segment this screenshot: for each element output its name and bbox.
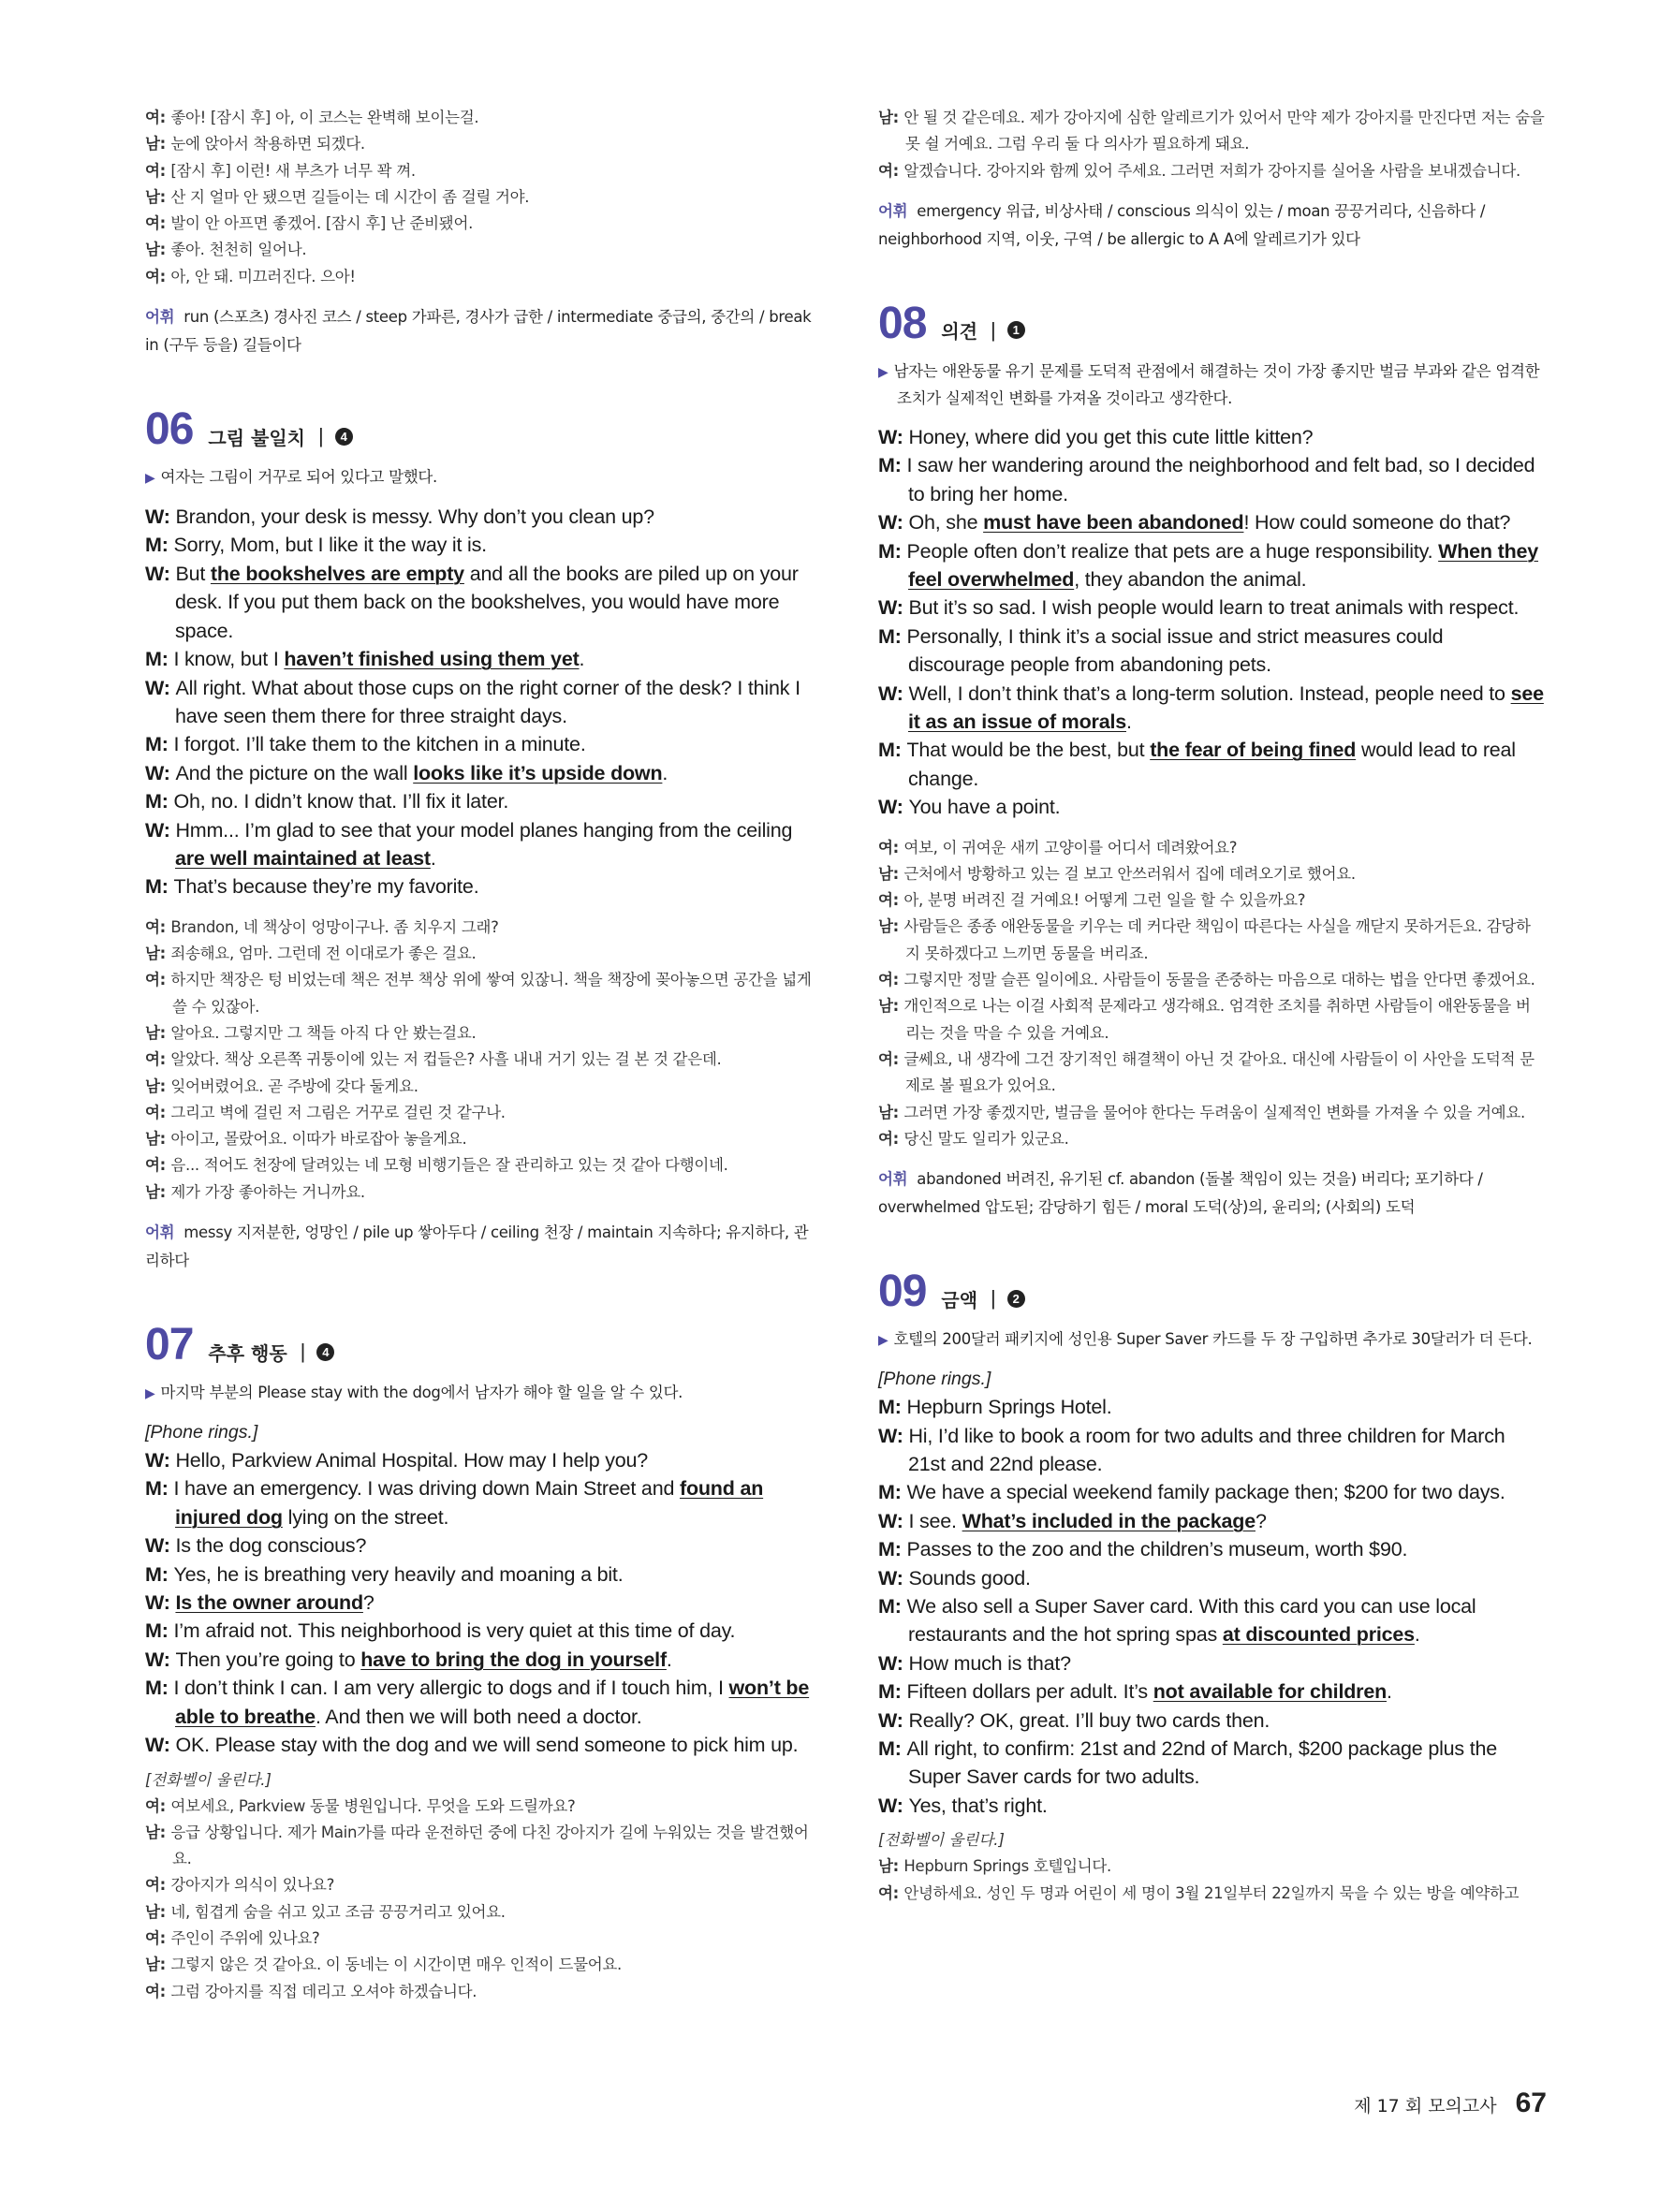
speaker-label: M:	[878, 624, 907, 648]
dialogue-line	[878, 1735, 1545, 1792]
korean-line	[145, 1979, 812, 2005]
speaker-label: M:	[878, 1594, 907, 1618]
speaker-label: 남:	[145, 1182, 171, 1201]
line-text: How much is that?	[908, 1651, 1071, 1675]
dialogue-line	[878, 1507, 1545, 1535]
dialogue-line	[145, 560, 812, 645]
dialogue-line	[878, 537, 1545, 594]
korean-line	[145, 1152, 812, 1179]
speaker-label: W:	[878, 511, 909, 535]
dialogue-line	[145, 816, 812, 873]
line-text: All right. What about those cups on the right corner of the desk? I think I have seen them there for three straight days.	[175, 676, 800, 727]
separator: |	[991, 317, 996, 342]
line-text: OK. Please stay with the dog and we will send someone to pick him up.	[175, 1734, 799, 1757]
korean-line	[878, 861, 1545, 887]
korean-line	[878, 914, 1545, 967]
speaker-label: 남:	[145, 1902, 171, 1921]
korean-line	[878, 105, 1545, 158]
line-text: We have a special weekend family package then; $200 for two days.	[906, 1481, 1505, 1504]
dialogue-line	[145, 787, 812, 815]
speaker-label: W:	[878, 796, 909, 819]
left-column	[145, 105, 812, 2005]
q07-tip: ▶ 마지막 부분의 Please stay with the dog에서 남자가 해야 할 일을 알 수 있다.	[145, 1384, 683, 1402]
question-number: 06	[145, 404, 194, 455]
line-text: Hi, I’d like to book a room for two adults and three children for March 21st and 22nd please.	[908, 1424, 1505, 1475]
line-text: Fifteen dollars per adult. It’s not available for children.	[906, 1680, 1392, 1704]
dialogue-line	[878, 1393, 1545, 1421]
line-text: That’s because they’re my favorite.	[173, 875, 479, 899]
speaker-label: 남:	[145, 945, 171, 963]
line-text: 좋아! [잠시 후] 아, 이 코스는 완벽해 보이는걸.	[170, 109, 479, 126]
korean-line	[145, 237, 812, 263]
dialogue-line	[878, 1677, 1545, 1706]
dialogue-line	[145, 1674, 812, 1731]
line-text: 산 지 얼마 안 됐으면 길들이는 데 시간이 좀 걸릴 거야.	[170, 187, 530, 206]
korean-line	[878, 1853, 1545, 1880]
dialogue-line	[145, 1646, 812, 1674]
line-text: But it’s so sad. I wish people would learn to treat animals with respect.	[908, 596, 1520, 620]
question-type: 추후 행동	[208, 1341, 287, 1365]
korean-line	[145, 158, 812, 184]
line-text: I’m afraid not. This neighborhood is very quiet at this time of day.	[173, 1619, 736, 1643]
q05-korean	[145, 105, 812, 290]
speaker-label: 여:	[145, 1796, 171, 1815]
speaker-label: M:	[878, 454, 907, 477]
triangle-arrow-icon: ▶	[878, 364, 888, 380]
korean-line	[145, 184, 812, 211]
speaker-label: 여:	[145, 267, 171, 286]
triangle-arrow-icon: ▶	[145, 471, 155, 487]
line-text: 그리고 벽에 걸린 저 그림은 거꾸로 걸린 것 같구나.	[170, 1103, 506, 1121]
dialogue-line	[145, 645, 812, 673]
dialogue-line	[878, 736, 1545, 793]
speaker-label: W:	[878, 681, 909, 705]
speaker-label: M:	[878, 1737, 907, 1761]
speaker-label: W:	[145, 505, 176, 529]
speaker-label: 여:	[145, 1156, 171, 1175]
speaker-label: 여:	[878, 1883, 904, 1902]
line-text: 하지만 책장은 텅 비었는데 책은 전부 책상 위에 쌓여 있잖니. 책을 책장에 꽂아놓으면 공간을 넓게 쓸 수 있잖아.	[170, 971, 812, 1016]
line-text: 제가 가장 좋아하는 거니까요.	[170, 1182, 365, 1201]
korean-line	[145, 264, 812, 290]
line-text: I don’t think I can. I am very allergic to dogs and if I touch him, I won’t be able to breathe. And then we will both need a doctor.	[173, 1677, 810, 1728]
q06-korean	[145, 915, 812, 1206]
q07-dialogue	[145, 1446, 812, 1759]
line-text: 글쎄요, 내 생각에 그건 장기적인 해결책이 아닌 것 같아요. 대신에 사람들이 이 사안을 도덕적 문제로 볼 필요가 있어요.	[903, 1049, 1534, 1095]
dialogue-line	[145, 674, 812, 731]
speaker-label: 남:	[878, 997, 904, 1016]
line-text: 아, 안 돼. 미끄러진다. 으아!	[170, 267, 356, 286]
q09-dialogue	[878, 1393, 1545, 1820]
line-text: Brandon, your desk is messy. Why don’t you clean up?	[175, 505, 654, 529]
speaker-label: M:	[878, 1538, 907, 1561]
dialogue-line	[878, 1535, 1545, 1563]
exam-title: 제 17 회 모의고사	[1354, 2096, 1497, 2117]
line-text: 근처에서 방황하고 있는 걸 보고 안쓰러워서 집에 데려오기로 했어요.	[903, 864, 1356, 883]
dialogue-line	[145, 503, 812, 531]
line-text: Personally, I think it’s a social issue and strict measures could discourage people from abandoning pets.	[906, 624, 1444, 677]
dialogue-line	[878, 593, 1545, 622]
dialogue-line	[145, 1474, 812, 1531]
q06-dialogue	[145, 503, 812, 901]
speaker-label: W:	[145, 761, 176, 784]
korean-line	[878, 967, 1545, 993]
q09-korean-stage: [전화벨이 울린다.]	[878, 1831, 1005, 1850]
line-text: 아이고, 몰랐어요. 이따가 바로잡아 놓을게요.	[170, 1130, 467, 1149]
line-text: 아, 분명 버려진 걸 거예요! 어떻게 그런 일을 할 수 있을까요?	[903, 891, 1306, 910]
line-text: Yes, he is breathing very heavily and moaning a bit.	[173, 1562, 624, 1586]
korean-line	[145, 1047, 812, 1073]
answer-circle-icon: 4	[335, 428, 353, 446]
speaker-label: W:	[145, 818, 176, 842]
speaker-label: M:	[145, 1477, 174, 1501]
korean-line	[878, 158, 1545, 184]
dialogue-line	[878, 451, 1545, 508]
speaker-label: 여:	[145, 161, 171, 180]
line-text: 그러면 가장 좋겠지만, 벌금을 물어야 한다는 두려움이 실제적인 변화를 가져올 수 있을 거예요.	[903, 1103, 1525, 1121]
line-text: [잠시 후] 이런! 새 부츠가 너무 꽉 껴.	[170, 161, 416, 180]
speaker-label: 남:	[878, 917, 904, 936]
speaker-label: W:	[878, 425, 909, 448]
triangle-arrow-icon: ▶	[145, 1386, 155, 1402]
korean-line	[145, 941, 812, 967]
line-text: All right, to confirm: 21st and 22nd of March, $200 package plus the Super Saver cards for two adults.	[906, 1737, 1498, 1789]
line-text: 안녕하세요. 성인 두 명과 어린이 세 명이 3월 21일부터 22일까지 묵을 수 있는 방을 예약하고	[903, 1883, 1520, 1902]
speaker-label: W:	[145, 562, 176, 585]
line-text: 강아지가 의식이 있나요?	[170, 1876, 335, 1895]
dialogue-line	[878, 623, 1545, 680]
dialogue-line	[145, 1731, 812, 1759]
q08-dialogue	[878, 423, 1545, 822]
korean-line	[145, 1820, 812, 1873]
speaker-label: 여:	[878, 1049, 904, 1068]
dialogue-line	[145, 1589, 812, 1617]
q09-korean	[878, 1853, 1545, 1907]
speaker-label: W:	[878, 1566, 909, 1589]
speaker-label: 여:	[145, 1876, 171, 1895]
line-text: 여보세요, Parkview 동물 병원입니다. 무엇을 도와 드릴까요?	[170, 1796, 576, 1815]
dialogue-line	[145, 759, 812, 787]
q05-vocab: 어휘 run (스포츠) 경사진 코스 / steep 가파른, 경사가 급한 / intermediate 중급의, 중간의 / break in (구두 등을) 길들이다	[145, 308, 812, 355]
dialogue-line	[878, 1422, 1545, 1479]
q09-tip: ▶ 호텔의 200달러 패키지에 성인용 Super Saver 카드를 두 장 구입하면 추가로 30달러가 더 든다.	[878, 1330, 1533, 1349]
q07-korean-cont	[878, 105, 1545, 184]
korean-line	[145, 1899, 812, 1926]
line-text: 네, 힘겹게 숨을 쉬고 있고 조금 끙끙거리고 있어요.	[170, 1902, 506, 1921]
line-text: 응급 상황입니다. 제가 Main가를 따라 운전하던 중에 다친 강아지가 길에 누워있는 것을 발견했어요.	[170, 1823, 809, 1868]
speaker-label: 남:	[878, 1103, 904, 1121]
line-text: Brandon, 네 책상이 엉망이구나. 좀 치우지 그래?	[170, 917, 499, 936]
line-text: 잊어버렸어요. 곧 주방에 갖다 둘게요.	[170, 1077, 418, 1095]
speaker-label: 여:	[145, 971, 171, 989]
question-type: 의견	[941, 320, 978, 344]
speaker-label: 남:	[878, 1857, 904, 1876]
dialogue-line	[878, 680, 1545, 737]
q06-header	[145, 401, 812, 459]
q07-stage-direction: [Phone rings.]	[145, 1422, 258, 1443]
korean-line	[145, 1126, 812, 1152]
line-text: I know, but I haven’t finished using them yet.	[173, 648, 585, 671]
separator: |	[317, 424, 324, 448]
speaker-label: M:	[878, 739, 907, 762]
question-number: 09	[878, 1267, 927, 1317]
speaker-label: W:	[878, 1708, 909, 1732]
speaker-label: 여:	[145, 1050, 171, 1069]
speaker-label: M:	[145, 648, 174, 671]
line-text: We also sell a Super Saver card. With this card you can use local restaurants and the hot spring spas at discounted prices.	[906, 1594, 1476, 1647]
speaker-label: 남:	[145, 1956, 171, 1974]
dialogue-line	[878, 1707, 1545, 1735]
speaker-label: W:	[145, 1734, 176, 1757]
speaker-label: M:	[878, 1481, 907, 1504]
line-text: Oh, she must have been abandoned! How could someone do that?	[908, 511, 1511, 535]
line-text: But the bookshelves are empty and all the books are piled up on your desk. If you put them back on the bookshelves, you would have more space.	[175, 562, 799, 642]
korean-line	[145, 1179, 812, 1206]
korean-line	[878, 1126, 1545, 1152]
dialogue-line	[878, 1478, 1545, 1506]
separator: |	[991, 1286, 996, 1311]
line-text: Is the owner around?	[175, 1591, 374, 1615]
speaker-label: 여:	[145, 109, 171, 126]
question-number: 07	[145, 1320, 194, 1370]
korean-line	[145, 915, 812, 941]
speaker-label: M:	[145, 1677, 174, 1700]
line-text: I saw her wandering around the neighborhood and felt bad, so I decided to bring her home.	[906, 454, 1535, 505]
line-text: 알았다. 책상 오른쪽 귀퉁이에 있는 저 컵들은? 사흘 내내 거기 있는 걸 본 것 같은데.	[170, 1050, 722, 1069]
dialogue-line	[878, 1564, 1545, 1592]
korean-line	[878, 993, 1545, 1047]
line-text: 눈에 앉아서 착용하면 되겠다.	[170, 135, 365, 154]
dialogue-line	[878, 1592, 1545, 1649]
speaker-label: M:	[145, 875, 174, 899]
line-text: 당신 말도 일리가 있군요.	[903, 1129, 1069, 1148]
speaker-label: W:	[145, 676, 176, 699]
line-text: 알아요. 그렇지만 그 책들 아직 다 안 봤는걸요.	[170, 1023, 477, 1042]
speaker-label: W:	[145, 1534, 176, 1558]
speaker-label: W:	[145, 1591, 176, 1615]
speaker-label: 여:	[145, 214, 171, 233]
speaker-label: W:	[878, 1651, 909, 1675]
korean-line	[145, 1872, 812, 1898]
line-text: I forgot. I’ll take them to the kitchen in a minute.	[173, 733, 586, 756]
speaker-label: 남:	[145, 241, 171, 259]
line-text: Yes, that’s right.	[908, 1794, 1048, 1817]
dialogue-line	[878, 1649, 1545, 1677]
q09-stage-direction: [Phone rings.]	[878, 1369, 991, 1390]
line-text: 죄송해요, 엄마. 그런데 전 이대로가 좋은 걸요.	[170, 945, 477, 963]
q07-vocab: 어휘 emergency 위급, 비상사태 / conscious 의식이 있는 / moan 끙끙거리다, 신음하다 / neighborhood 지역, 이웃, 구역 / be allergic to A A에 알레르기가 있다	[878, 201, 1486, 248]
line-text: 개인적으로 나는 이걸 사회적 문제라고 생각해요. 엄격한 조치를 취하면 사람들이 애완동물을 버리는 것을 막을 수 있을 거예요.	[903, 997, 1531, 1042]
korean-line	[145, 1020, 812, 1047]
answer-circle-icon: 2	[1007, 1290, 1025, 1308]
dialogue-line	[878, 508, 1545, 536]
dialogue-line	[145, 730, 812, 758]
speaker-label: 여:	[878, 971, 904, 989]
line-text: Honey, where did you get this cute little kitten?	[908, 425, 1314, 448]
korean-line	[878, 887, 1545, 914]
line-text: 그렇지만 정말 슬픈 일이에요. 사람들이 동물을 존중하는 마음으로 대하는 법을 안다면 좋겠어요.	[903, 971, 1535, 989]
line-text: 여보, 이 귀여운 새끼 고양이를 어디서 데려왔어요?	[903, 838, 1238, 857]
speaker-label: M:	[145, 534, 174, 557]
line-text: 그렇지 않은 것 같아요. 이 동네는 이 시간이면 매우 인적이 드물어요.	[170, 1956, 622, 1974]
line-text: 좋아. 천천히 일어나.	[170, 241, 307, 259]
speaker-label: 남:	[145, 1023, 171, 1042]
speaker-label: 여:	[145, 1982, 171, 2000]
line-text: You have a point.	[908, 796, 1061, 819]
answer-circle-icon: 4	[316, 1343, 334, 1361]
line-text: Hmm... I’m glad to see that your model planes hanging from the ceiling are well maintained at least.	[175, 818, 793, 870]
triangle-arrow-icon: ▶	[878, 1333, 888, 1349]
q06-tip: ▶ 여자는 그림이 거꾸로 되어 있다고 말했다.	[145, 468, 438, 487]
dialogue-line	[145, 1617, 812, 1645]
q09-header	[878, 1263, 1545, 1321]
question-type: 금액	[941, 1288, 978, 1311]
answer-circle-icon: 1	[1007, 321, 1025, 339]
dialogue-line	[878, 423, 1545, 451]
speaker-label: M:	[878, 1396, 907, 1419]
q07-korean	[145, 1794, 812, 2005]
dialogue-line	[145, 531, 812, 559]
line-text: 발이 안 아프면 좋겠어. [잠시 후] 난 준비됐어.	[170, 214, 474, 233]
dialogue-line	[878, 793, 1545, 821]
korean-line	[145, 131, 812, 157]
speaker-label: M:	[878, 1680, 907, 1704]
speaker-label: 남:	[145, 135, 171, 154]
q08-vocab: 어휘 abandoned 버려진, 유기된 cf. abandon (돌볼 책임이 있는 것을) 버리다; 포기하다 / overwhelmed 압도된; 감당하기 힘든 / moral 도덕(상)의, 윤리의; (사회의) 도덕	[878, 1170, 1483, 1217]
korean-line	[878, 835, 1545, 861]
speaker-label: M:	[878, 539, 907, 563]
line-text: People often don’t realize that pets are a huge responsibility. When they feel overwhelmed, they abandon the animal.	[906, 539, 1539, 591]
dialogue-line	[145, 872, 812, 901]
speaker-label: 남:	[145, 1130, 171, 1149]
q08-korean	[878, 835, 1545, 1153]
dialogue-line	[145, 1560, 812, 1589]
speaker-label: 남:	[145, 1823, 171, 1841]
speaker-label: 남:	[145, 187, 171, 206]
line-text: Passes to the zoo and the children’s museum, worth $90.	[906, 1538, 1408, 1561]
line-text: Really? OK, great. I’ll buy two cards then.	[908, 1708, 1270, 1732]
q07-header	[145, 1316, 812, 1374]
speaker-label: 여:	[145, 917, 171, 936]
page-footer	[1354, 2087, 1547, 2119]
line-text: Is the dog conscious?	[175, 1534, 367, 1558]
line-text: I have an emergency. I was driving down Main Street and found an injured dog lying on the street.	[173, 1477, 764, 1529]
speaker-label: W:	[145, 1648, 176, 1671]
question-number: 08	[878, 298, 927, 348]
line-text: 주인이 주위에 있나요?	[170, 1928, 320, 1947]
speaker-label: 여:	[878, 891, 904, 910]
line-text: Sounds good.	[908, 1566, 1031, 1589]
q08-tip: ▶ 남자는 애완동물 유기 문제를 도덕적 관점에서 해결하는 것이 가장 좋지만 벌금 부과와 같은 엄격한 조치가 실제적인 변화를 가져올 것이라고 생각한다.	[878, 361, 1540, 407]
speaker-label: 여:	[145, 1103, 171, 1121]
line-text: And the picture on the wall looks like it’s upside down.	[175, 761, 668, 784]
speaker-label: M:	[145, 733, 174, 756]
speaker-label: 여:	[145, 1928, 171, 1947]
speaker-label: 남:	[878, 864, 904, 883]
speaker-label: M:	[145, 1562, 174, 1586]
speaker-label: W:	[878, 596, 909, 620]
right-column	[878, 105, 1545, 1907]
line-text: Oh, no. I didn’t know that. I’ll fix it later.	[173, 790, 509, 813]
dialogue-line	[878, 1792, 1545, 1820]
speaker-label: 여:	[878, 1129, 904, 1148]
line-text: Hello, Parkview Animal Hospital. How may I help you?	[175, 1449, 649, 1472]
line-text: 음... 적어도 천장에 달려있는 네 모형 비행기들은 잘 관리하고 있는 것 같아 다행이네.	[170, 1156, 728, 1175]
korean-line	[878, 1100, 1545, 1126]
korean-line	[145, 1074, 812, 1100]
korean-line	[145, 967, 812, 1020]
speaker-label: W:	[878, 1794, 909, 1817]
korean-line	[878, 1047, 1545, 1100]
dialogue-line	[145, 1531, 812, 1560]
speaker-label: W:	[878, 1509, 909, 1532]
dialogue-line	[145, 1446, 812, 1474]
korean-line	[878, 1881, 1545, 1907]
line-text: That would be the best, but the fear of being fined would lead to real change.	[906, 739, 1516, 790]
line-text: Hepburn Springs 호텔입니다.	[903, 1857, 1111, 1876]
speaker-label: 남:	[878, 109, 904, 126]
speaker-label: 여:	[878, 161, 904, 180]
q07-korean-stage: [전화벨이 울린다.]	[145, 1770, 272, 1789]
line-text: 그럼 강아지를 직접 데리고 오셔야 하겠습니다.	[170, 1982, 477, 2000]
q08-header	[878, 295, 1545, 353]
line-text: I see. What’s included in the package?	[908, 1509, 1267, 1532]
speaker-label: 여:	[878, 838, 904, 857]
line-text: 사람들은 종종 애완동물을 키우는 데 커다란 책임이 따른다는 사실을 깨닫지 못하거든요. 감당하지 못하겠다고 느끼면 동물을 버리죠.	[903, 917, 1531, 962]
line-text: Hepburn Springs Hotel.	[906, 1396, 1112, 1419]
speaker-label: 남:	[145, 1077, 171, 1095]
line-text: Then you’re going to have to bring the dog in yourself.	[175, 1648, 672, 1671]
korean-line	[145, 1952, 812, 1978]
korean-line	[145, 1794, 812, 1820]
q06-vocab: 어휘 messy 지저분한, 엉망인 / pile up 쌓아두다 / ceiling 천장 / maintain 지속하다; 유지하다, 관리하다	[145, 1223, 809, 1270]
line-text: Well, I don’t think that’s a long-term solution. Instead, people need to see it as an issue of morals.	[908, 681, 1544, 733]
korean-line	[145, 105, 812, 131]
speaker-label: W:	[145, 1449, 176, 1472]
line-text: Sorry, Mom, but I like it the way it is.	[173, 534, 487, 557]
page-number: 67	[1515, 2087, 1547, 2118]
separator: |	[300, 1340, 306, 1364]
speaker-label: M:	[145, 1619, 174, 1643]
speaker-label: W:	[878, 1424, 909, 1447]
question-type: 그림 불일치	[208, 426, 305, 449]
korean-line	[145, 211, 812, 237]
speaker-label: M:	[145, 790, 174, 813]
korean-line	[145, 1100, 812, 1126]
line-text: 알겠습니다. 강아지와 함께 있어 주세요. 그러면 저희가 강아지를 실어올 사람을 보내겠습니다.	[903, 161, 1520, 180]
line-text: 안 될 것 같은데요. 제가 강아지에 심한 알레르기가 있어서 만약 제가 강아지를 만진다면 저는 숨을 못 쉴 거예요. 그럼 우리 둘 다 의사가 필요하게 돼요.	[903, 109, 1545, 154]
korean-line	[145, 1926, 812, 1952]
